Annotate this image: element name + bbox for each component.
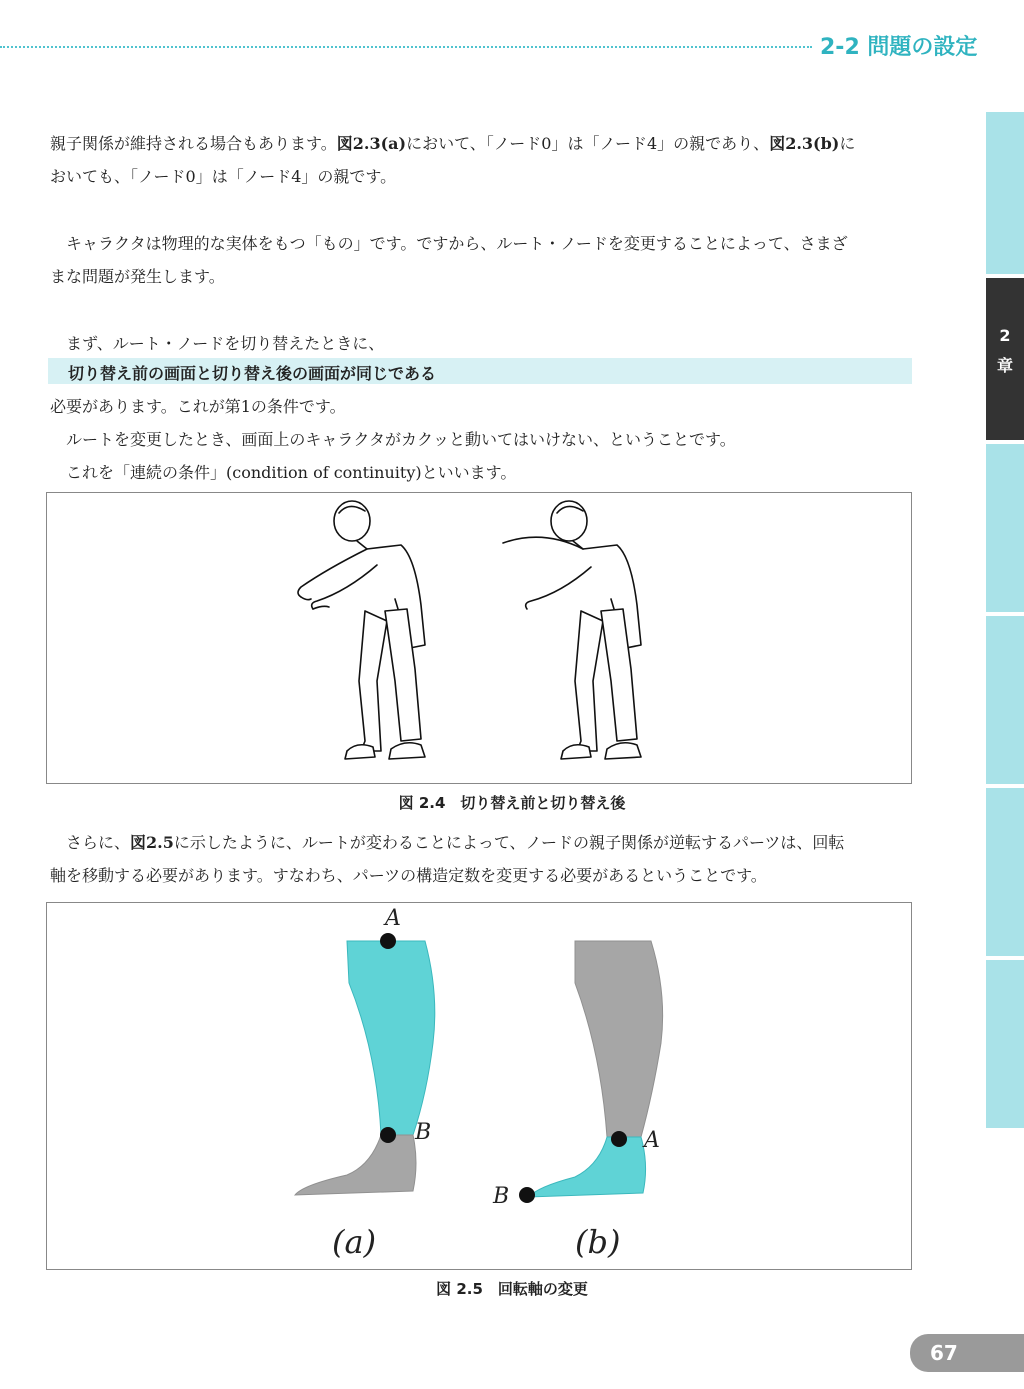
chapter-number: 2 — [999, 326, 1011, 345]
leg-a-shin — [347, 941, 435, 1135]
figure-2-5-illustration — [47, 903, 911, 1269]
paragraph-7 — [66, 826, 928, 859]
leg-b-foot — [529, 1137, 646, 1197]
point-b-left-label: B — [415, 1120, 432, 1145]
paragraph-1-line-2: おいても、「ノード0」は「ノード4」の親です。 — [50, 167, 397, 186]
paragraph-2-line-2: まな問題が発生します。 — [50, 267, 225, 286]
paragraph-6: これを「連続の条件」(condition of continuity)といいます。 — [66, 463, 517, 482]
point-a-right — [611, 1131, 627, 1147]
point-b-right — [519, 1187, 535, 1203]
point-a-left-label: A — [385, 906, 401, 931]
chapter-tab[interactable] — [986, 960, 1024, 1128]
figure-2-5-caption: 図 2.5 回転軸の変更 — [436, 1280, 588, 1298]
figure-before-switch — [298, 501, 425, 759]
point-b-left — [380, 1127, 396, 1143]
point-a-right-label: A — [644, 1128, 660, 1153]
p1-text-b: において、「ノード0」は「ノード4」の親であり、 — [406, 134, 770, 153]
section-title: 2-2 問題の設定 — [820, 35, 978, 60]
figure-2-4 — [46, 492, 912, 784]
paragraph-4: 必要があります。これが第1の条件です。 — [50, 397, 346, 416]
paragraph-7-line-2: 軸を移動する必要があります。すなわち、パーツの構造定数を変更する必要があるということです。 — [50, 866, 767, 885]
figure-2-4-caption: 図 2.4 切り替え前と切り替え後 — [398, 794, 626, 812]
paragraph-5: ルートを変更したとき、画面上のキャラクタがカクッと動いてはいけない、ということです。 — [66, 430, 736, 449]
point-b-right-label: B — [493, 1184, 510, 1209]
chapter-tab-active[interactable] — [986, 278, 1024, 440]
header-dotted-rule — [0, 46, 812, 48]
chapter-tab[interactable] — [986, 112, 1024, 274]
chapter-tab[interactable] — [986, 788, 1024, 956]
figure-ref-2-3b: 図2.3(b) — [769, 134, 840, 153]
chapter-tab[interactable] — [986, 616, 1024, 784]
figure-ref-2-3a: 図2.3(a) — [336, 134, 407, 153]
highlight-text: 切り替え前の画面と切り替え後の画面が同じである — [68, 364, 437, 383]
point-a-left — [380, 933, 396, 949]
leg-a — [295, 906, 435, 1261]
figure-2-5 — [46, 902, 912, 1270]
figure-2-4-illustration — [47, 493, 911, 783]
chapter-tabs — [986, 112, 1024, 1132]
p1-text-a: 親子関係が維持される場合もあります。 — [50, 134, 337, 153]
paragraph-1 — [50, 127, 912, 160]
label-b: (b) — [575, 1223, 621, 1261]
figure-ref-2-5: 図2.5 — [130, 833, 174, 852]
chapter-tab[interactable] — [986, 444, 1024, 612]
p7-text-b: に示したように、ルートが変わることによって、ノードの親子関係が逆転するパーツは、回転 — [173, 833, 845, 852]
p7-text-a: さらに、 — [66, 833, 131, 852]
p1-text-c: に — [839, 134, 856, 153]
chapter-char: 章 — [996, 356, 1013, 375]
paragraph-3: まず、ルート・ノードを切り替えたときに、 — [66, 334, 385, 353]
paragraph-2: キャラクタは物理的な実体をもつ「もの」です。ですから、ルート・ノードを変更することによって、さまざ — [66, 234, 848, 253]
leg-a-foot — [295, 1135, 416, 1195]
figure-after-switch — [503, 501, 641, 759]
leg-b-shin — [575, 941, 663, 1137]
page-number: 67 — [910, 1334, 1024, 1372]
leg-b — [492, 941, 663, 1261]
label-a: (a) — [332, 1223, 377, 1261]
